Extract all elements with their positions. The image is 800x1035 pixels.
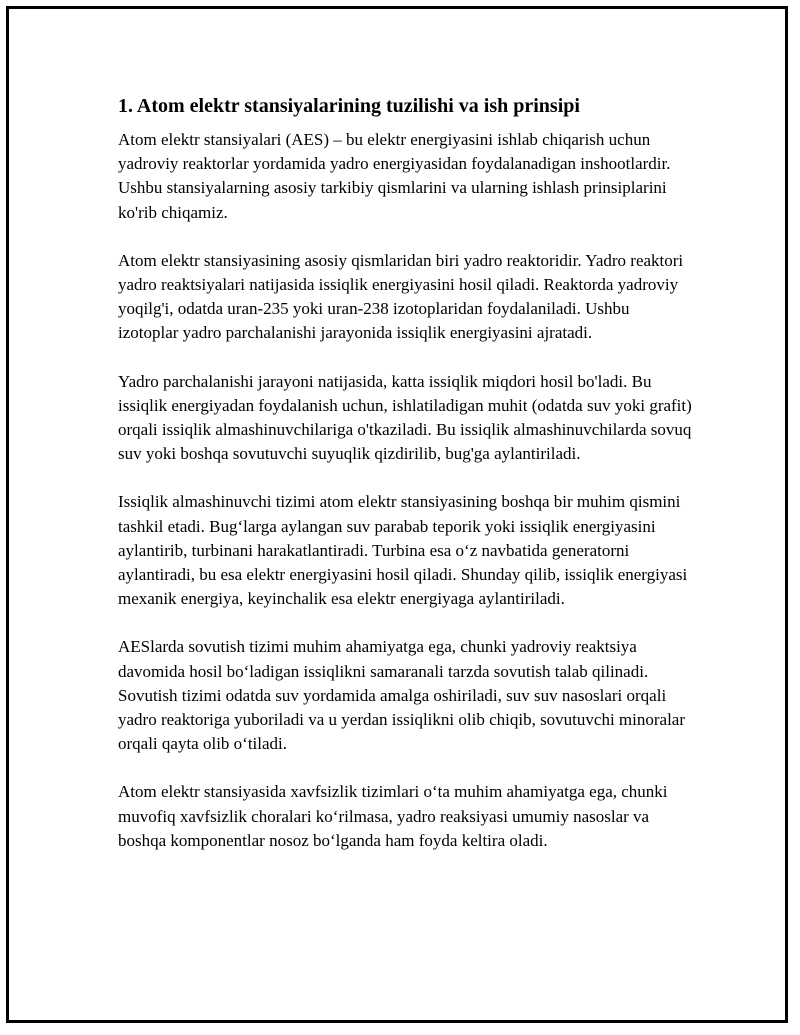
document-body [118, 92, 693, 877]
paragraph-fission-heat: Yadro parchalanishi jarayoni natijasida, katta issiqlik miqdori hosil bo'ladi. Bu issiqlik energiyadan foydalanish uchun, ishlatiladigan muhit (odatda suv yoki grafit) orqali issiqlik almashinuvchilariga o'tkaziladi. Bu issiqlik almashinuvchilarda sovuq suv yoki boshqa sovutuvchi suyuqlik qizdirilib, bug'ga aylantiriladi. [118, 371, 692, 464]
paragraph-reactor: Atom elektr stansiyasining asosiy qismlaridan biri yadro reaktoridir. Yadro reaktori yadro reaktsiyalari natijasida issiqlik energiyasini hosil qiladi. Reaktorda yadroviy yoqilg'i, odatda uran-235 yoki uran-238 izotoplaridan foydalaniladi. Ushbu izotoplar yadro parchalanishi jarayonida issiqlik energiyasini ajratadi. [118, 250, 684, 343]
paragraph-cooling: AESlarda sovutish tizimi muhim ahamiyatga ega, chunki yadroviy reaktsiya davomida hosil bo‘ladigan issiqlikni samaranali tarzda sovutish talab qilinadi. Sovutish tizimi odatda suv yordamida amalga oshiriladi, suv suv nasoslari orqali yadro reaktoriga yuboriladi va u yerdan issiqlikni olib chiqib, sovutuvchi minoralar orqali qayta olib o‘tiladi. [118, 637, 686, 754]
paragraph-heat-exchange: Issiqlik almashinuvchi tizimi atom elektr stansiyasining boshqa bir muhim qismini tashkil etadi. Bug‘larga aylangan suv parabab teporik yoki issiqlik energiyasini aylantirib, turbinani harakatlantiradi. Turbina esa o‘z navbatida generatorni aylantiradi, bu esa elektr energiyasini hosil qiladi. Shunday qilib, issiqlik energiyasi mexanik energiya, keyinchalik esa elektr energiyaga aylantiriladi. [118, 492, 688, 609]
paragraph-intro: Atom elektr stansiyalari (AES) – bu elektr energiyasini ishlab chiqarish uchun yadroviy reaktorlar yordamida yadro energiyasidan foydalanadigan inshootlardir. Ushbu stansiyalarning asosiy tarkibiy qismlarini va ularning ishlash prinsiplarini ko'rib chiqamiz. [118, 130, 671, 222]
section-title: 1. Atom elektr stansiyalarining tuzilishi va ish prinsipi [118, 95, 580, 117]
paragraph-safety: Atom elektr stansiyasida xavfsizlik tizimlari o‘ta muhim ahamiyatga ega, chunki muvofiq xavfsizlik choralari ko‘rilmasa, yadro reaksiyasi umumiy nasoslar va boshqa komponentlar nosoz bo‘lganda ham foyda keltira oladi. [118, 782, 668, 850]
